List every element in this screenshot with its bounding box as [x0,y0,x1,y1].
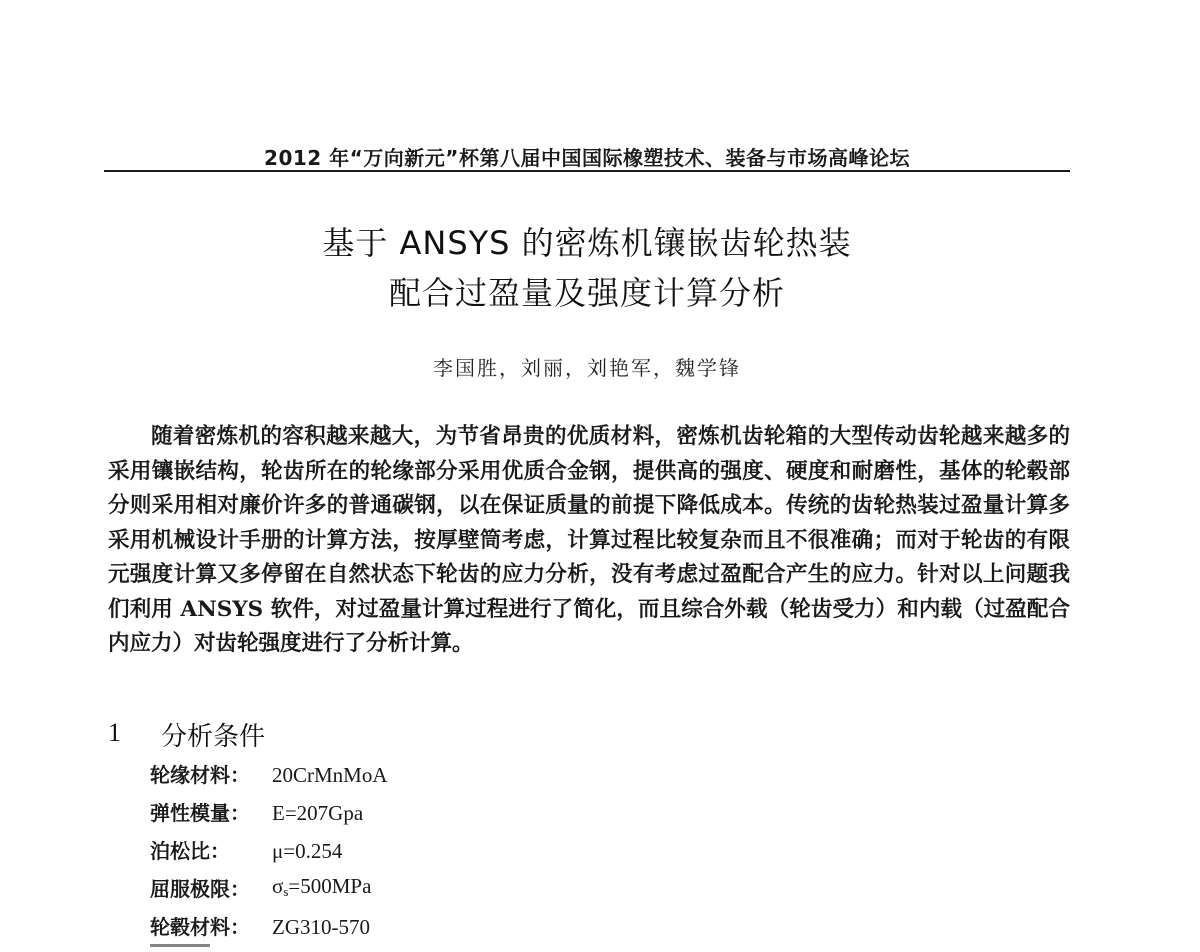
paper-title-line-2: 配合过盈量及强度计算分析 [388,274,785,312]
yield-value: =500MPa [288,874,372,898]
condition-value: μ=0.254 [272,839,343,863]
condition-row [150,794,750,832]
condition-row [150,908,750,946]
condition-label: 泊松比： [150,839,230,863]
running-header: 2012 年“万向新元”杯第八届中国国际橡塑技术、装备与市场高峰论坛 [264,146,910,170]
condition-value [272,867,371,911]
condition-label: 弹性模量： [150,801,250,825]
yield-symbol: σ [272,874,284,898]
paper-title-line-1: 基于 ANSYS 的密炼机镶嵌齿轮热装 [322,224,852,262]
section-number: 1 [108,718,121,747]
condition-value: E=207Gpa [272,801,364,825]
condition-label: 轮缘材料： [150,763,250,787]
yield-subscript: s [283,884,289,899]
abstract-paragraph: 随着密炼机的容积越来越大，为节省昂贵的优质材料，密炼机齿轮箱的大型传动齿轮越来越多的采用镶嵌结构，轮齿所在的轮缘部分采用优质合金钢，提供高的强度、硬度和耐磨性，基体的轮毂部分则采用相对廉价许多的普通碳钢，以在保证质量的前提下降低成本。传统的齿轮热装过盈量计算多采用机械设计手册的计算方法，按厚壁筒考虑，计算过程比较复杂而且不很准确；而对于轮齿的有限元强度计算又多停留在自然状态下轮齿的应力分析，没有考虑过盈配合产生的应力。针对以上问题我们利用 ANSYS 软件，对过盈量计算过程进行了简化，而且综合外载（轮齿受力）和内载（过盈配合内应力）对齿轮强度进行了分析计算。 [108,424,1070,656]
condition-label: 轮毂材料： [150,915,250,939]
condition-row [150,832,750,870]
condition-label: 屈服极限： [150,877,250,901]
cropped-next-line [150,944,230,952]
analysis-conditions-list [150,756,750,946]
header-rule [104,170,1070,172]
condition-row [150,756,750,794]
condition-row [150,870,750,908]
condition-value: 20CrMnMoA [272,763,388,787]
section-title: 分析条件 [161,722,266,752]
condition-value: ZG310-570 [272,915,370,939]
author-list: 李国胜，刘丽，刘艳军，魏学锋 [433,356,741,380]
